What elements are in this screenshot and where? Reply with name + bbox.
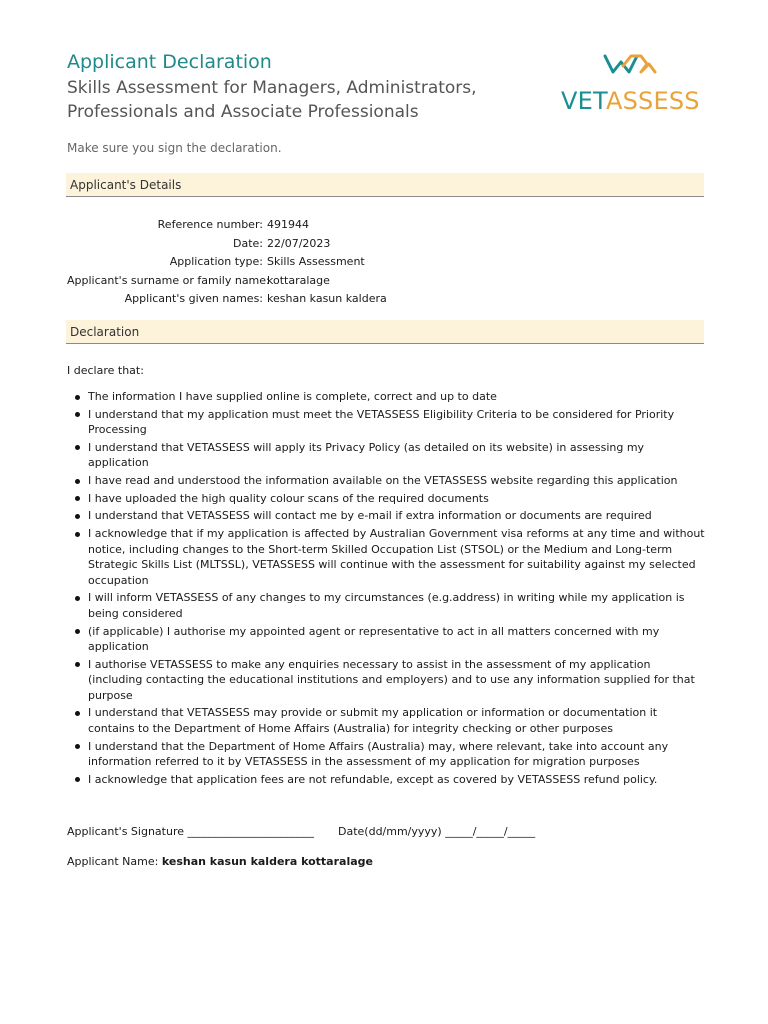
list-item [67, 473, 707, 489]
detail-row-date [67, 235, 387, 254]
bullet-icon [75, 744, 80, 749]
list-item-text: I acknowledge that application fees are not refundable, except as covered by VETASSESS refund policy. [88, 772, 658, 786]
logo-mark-icon [561, 50, 706, 90]
detail-row-reference [67, 216, 387, 235]
detail-value: 491944 [267, 218, 309, 231]
signature-date-field[interactable]: Date(dd/mm/yyyy) _____/_____/_____ [338, 825, 536, 838]
logo-text-assess: ASSESS [605, 87, 700, 115]
list-item [67, 624, 707, 655]
bullet-icon [75, 496, 80, 501]
detail-value: keshan kasun kaldera [267, 292, 387, 305]
page-subtitle: Skills Assessment for Managers, Administrators, Professionals and Associate Professionals [67, 78, 477, 122]
bullet-icon [75, 629, 80, 634]
list-item [67, 407, 707, 438]
bullet-icon [75, 514, 80, 519]
list-item [67, 772, 707, 788]
detail-label: Application type: [169, 255, 263, 268]
detail-row-surname [67, 272, 387, 291]
list-item-text: I have read and understood the information available on the VETASSESS website regarding this application [88, 474, 678, 488]
list-item [67, 508, 707, 524]
list-item-text: (if applicable) I authorise my appointed agent or representative to act in all matters concerned with my application [88, 624, 660, 653]
list-item [67, 739, 707, 770]
list-item [67, 657, 707, 704]
bullet-icon [75, 395, 80, 400]
list-item-text: I understand that VETASSESS will apply its Privacy Policy (as detailed on its website) in assessing my application [88, 440, 645, 470]
detail-value: Skills Assessment [267, 255, 365, 268]
declaration-list [67, 389, 707, 789]
applicant-name-value: keshan kasun kaldera kottaralage [161, 855, 373, 868]
applicant-name-label: Applicant Name: [67, 855, 159, 868]
logo-wordmark [561, 87, 700, 115]
list-item-text: I authorise VETASSESS to make any enquiries necessary to assist in the assessment of my application (including contacting the educational institutions and employers) and to use any information supplied for that purpose [88, 657, 695, 702]
list-item-text: I understand that VETASSESS will contact me by e-mail if extra information or documents are required [88, 509, 652, 523]
list-item-text: I understand that my application must meet the VETASSESS Eligibility Criteria to be considered for Priority Processing [88, 407, 675, 437]
detail-label: Applicant's surname or family name: [67, 273, 270, 287]
declaration-intro: I declare that: [67, 364, 144, 377]
bullet-icon [75, 596, 80, 601]
bullet-icon [75, 777, 80, 782]
bullet-icon [75, 445, 80, 450]
list-item-text: I will inform VETASSESS of any changes to my circumstances (e.g.address) in writing while my application is being considered [88, 591, 685, 620]
detail-label: Date: [233, 236, 263, 250]
list-item [67, 590, 707, 621]
list-item-text: I acknowledge that if my application is affected by Australian Government visa reforms at any time and without notice, including changes to the Short-term Skilled Occupation List (STSOL) or the Medium and Long-term Strategic Skills List (MLTSSL), VETASSESS will continue with the assessment for suitability against my selected occupation [88, 527, 705, 587]
list-item [67, 389, 707, 405]
signature-row [67, 825, 535, 838]
detail-row-given-names [67, 290, 387, 309]
list-item [67, 705, 707, 736]
list-item [67, 440, 707, 471]
page-title: Applicant Declaration [67, 51, 272, 73]
list-item-text: I have uploaded the high quality colour scans of the required documents [88, 491, 489, 505]
list-item-text: I understand that VETASSESS may provide or submit my application or information or documentation it contains to the Department of Home Affairs (Australia) for integrity checking or other purposes [88, 706, 658, 735]
detail-label: Applicant's given names: [124, 292, 263, 305]
list-item-text: The information I have supplied online is complete, correct and up to date [88, 390, 497, 403]
bullet-icon [75, 412, 80, 417]
detail-row-application-type [67, 253, 387, 272]
applicant-details [67, 216, 387, 309]
applicant-name-row [67, 855, 373, 868]
bullet-icon [75, 532, 80, 537]
bullet-icon [75, 479, 80, 484]
vetassess-logo [561, 50, 706, 120]
detail-value: 22/07/2023 [267, 236, 331, 250]
declaration-header: Declaration [66, 320, 704, 344]
detail-value: kottaralage [267, 273, 330, 287]
applicant-details-header: Applicant's Details [66, 173, 704, 197]
logo-text-vet: VET [561, 87, 606, 115]
detail-label: Reference number: [157, 218, 263, 231]
bullet-icon [75, 711, 80, 716]
sign-reminder: Make sure you sign the declaration. [67, 141, 282, 155]
list-item-text: I understand that the Department of Home Affairs (Australia) may, where relevant, take into account any information referred to it by VETASSESS in the assessment of my application for migration purposes [88, 739, 669, 769]
list-item [67, 526, 707, 588]
list-item [67, 491, 707, 507]
signature-field[interactable]: Applicant's Signature _______________________ [67, 825, 314, 838]
bullet-icon [75, 662, 80, 667]
